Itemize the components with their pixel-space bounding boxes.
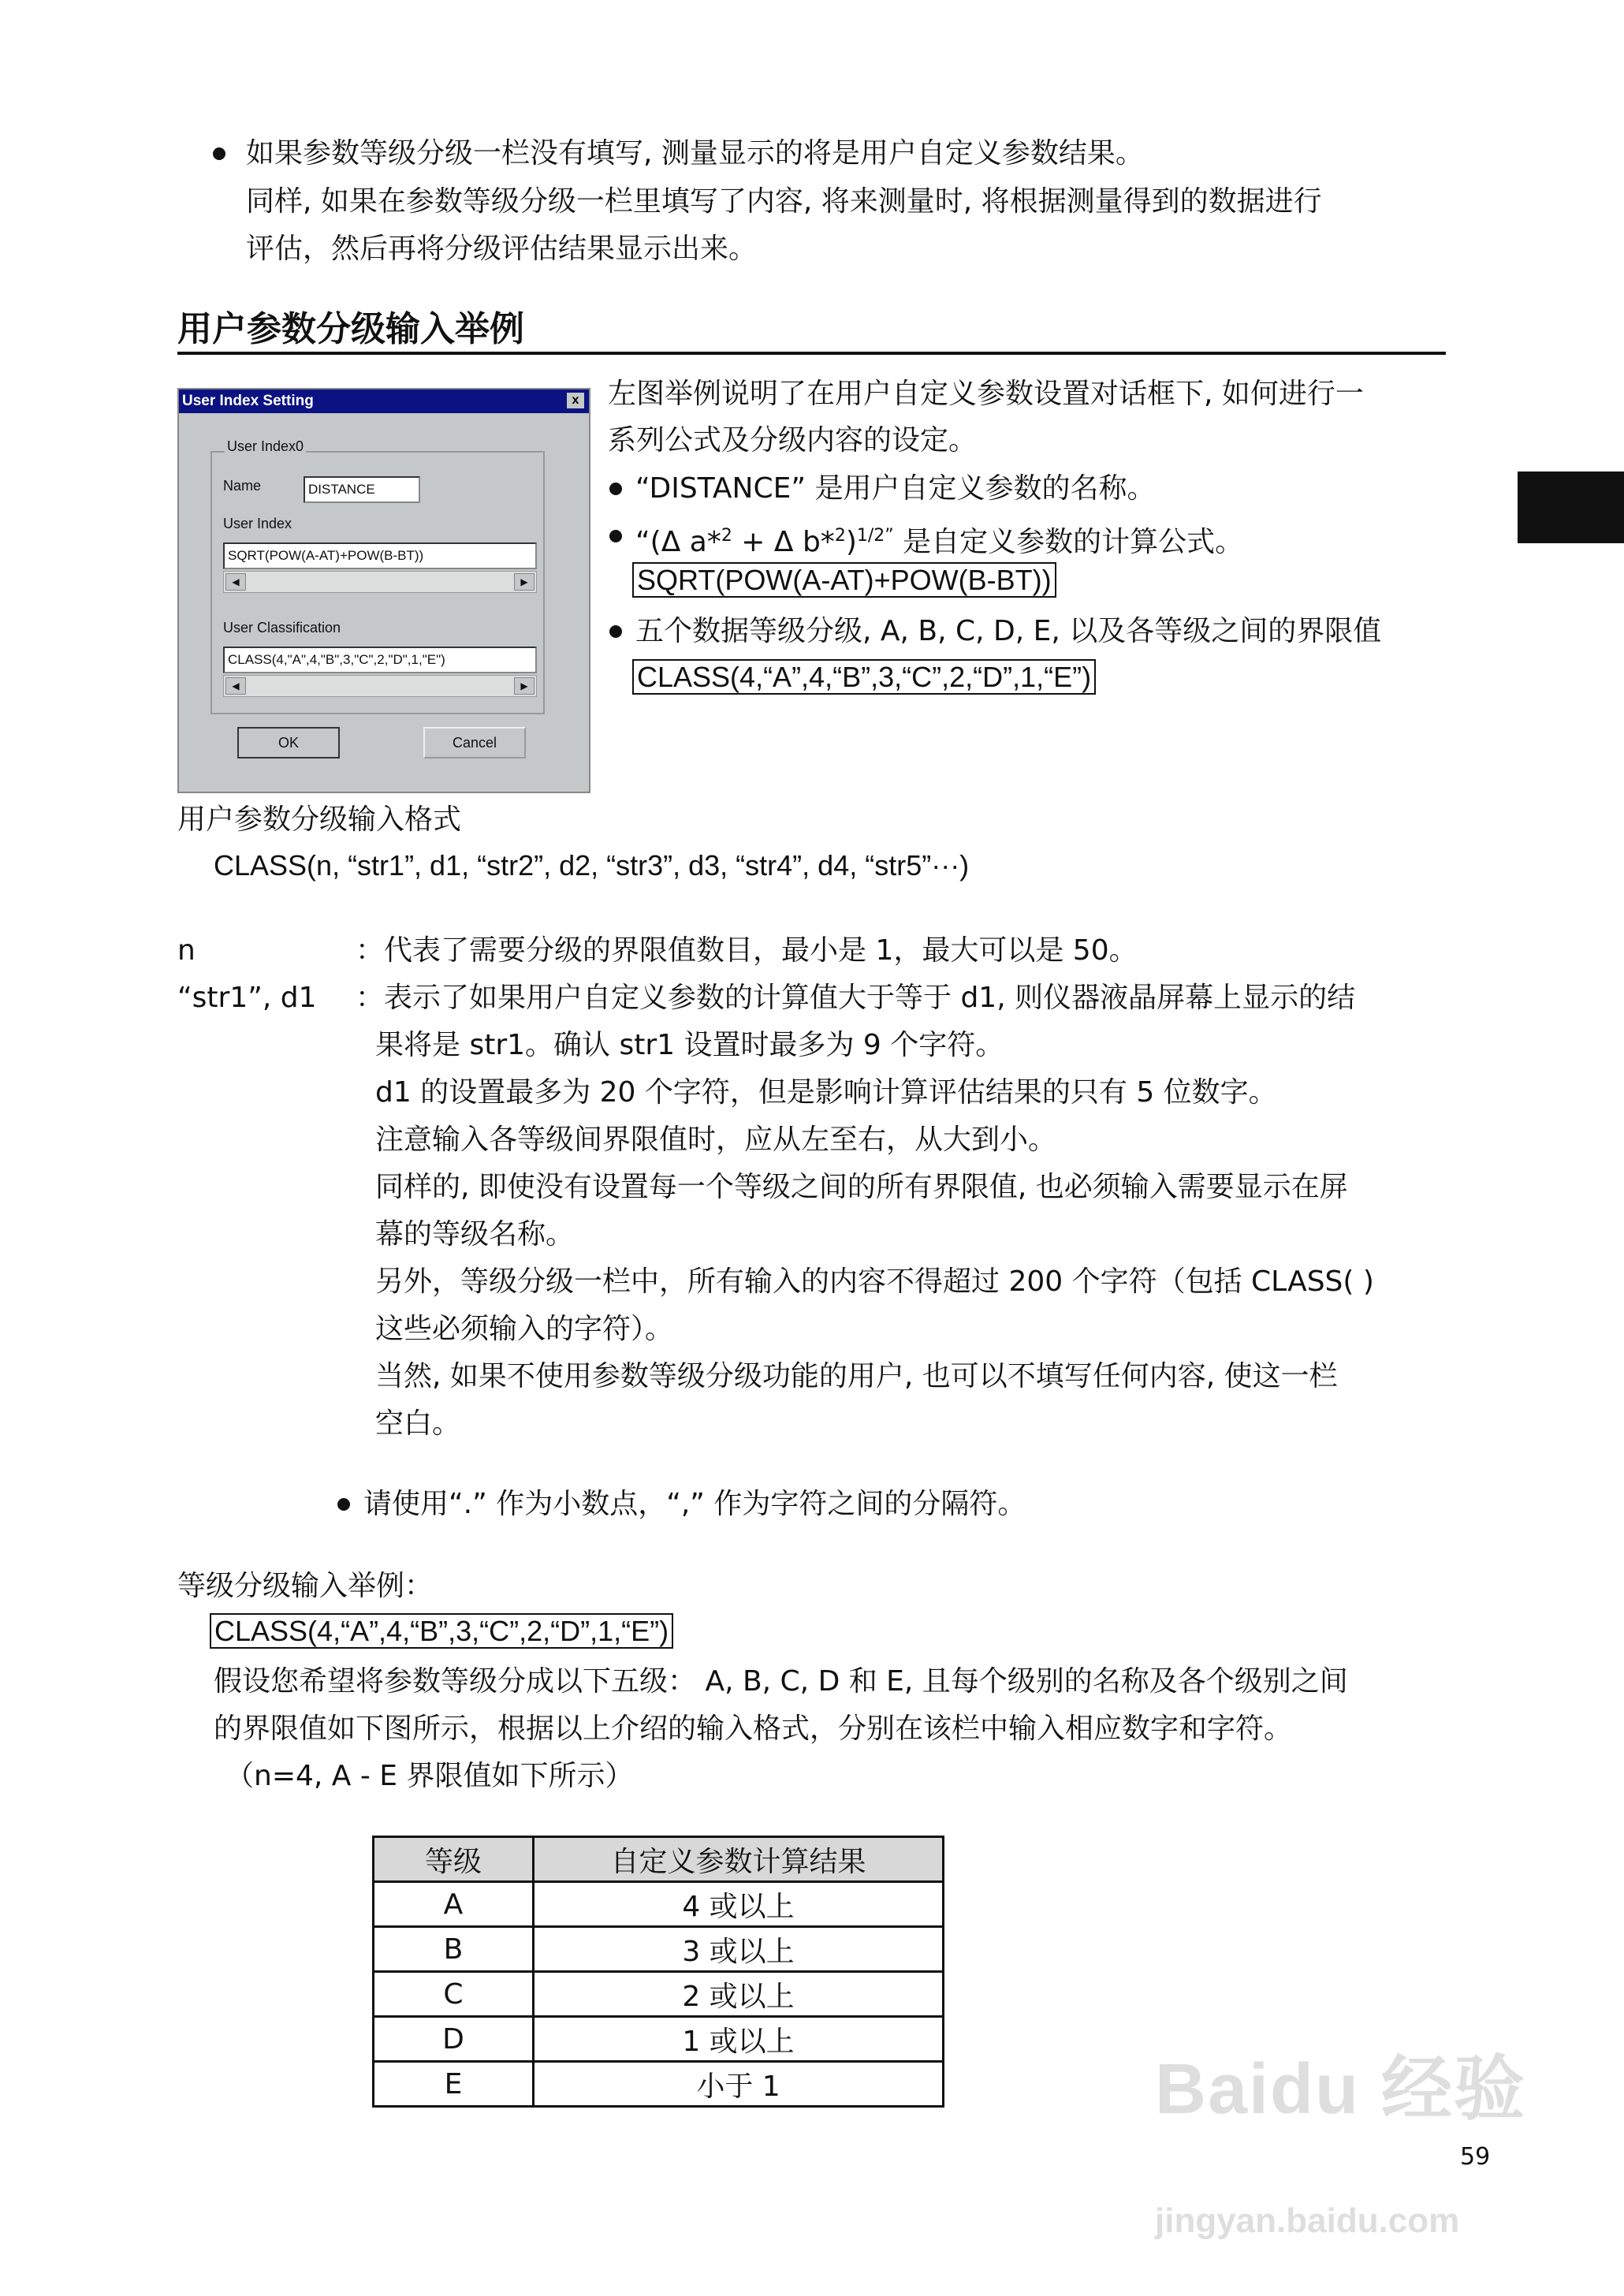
format-title: 用户参数分级输入格式 — [177, 803, 462, 836]
table-cell: C — [374, 1972, 534, 2017]
example-text: 的界限值如下图所示，根据以上介绍的输入格式，分别在该栏中输入相应数字和字符。 — [214, 1713, 1293, 1745]
bullet-icon — [337, 1498, 350, 1511]
dialog-title: User Index Setting — [182, 393, 314, 409]
scroll-right-icon[interactable]: ▶ — [514, 677, 535, 695]
table-header: 自定义参数计算结果 — [534, 1837, 944, 1882]
def-desc: 当然, 如果不使用参数等级分级功能的用户, 也可以不填写任何内容, 使这一栏 — [375, 1360, 1338, 1392]
right-text: 系列公式及分级内容的设定。 — [608, 424, 978, 457]
formula-text: ) — [845, 526, 857, 558]
watermark-url: jingyan.baidu.com — [1155, 2201, 1460, 2240]
note: 请使用“.” 作为小数点，“,” 作为字符之间的分隔符。 — [363, 1488, 1026, 1520]
formula-text: + Δ b* — [732, 526, 835, 558]
bullet-icon — [609, 530, 622, 542]
formula-text: 是自定义参数的计算公式。 — [893, 526, 1244, 558]
table-row — [374, 1972, 944, 2017]
table-cell: B — [374, 1927, 534, 1972]
def-term-str1: “str1”, d1 — [177, 982, 317, 1014]
example-text: 假设您希望将参数等级分成以下五级： A, B, C, D 和 E, 且每个级别的名称及各个级别之间 — [214, 1665, 1348, 1698]
user-index-label: User Index — [223, 516, 292, 531]
exponent: 2 — [721, 526, 732, 546]
scroll-left-icon[interactable]: ◀ — [225, 677, 246, 695]
watermark-logo: Baidu 经验 — [1155, 2050, 1527, 2129]
class-table — [372, 1836, 944, 2108]
def-desc: 幕的等级名称。 — [375, 1218, 575, 1250]
name-field[interactable]: DISTANCE — [304, 476, 420, 503]
right-bullet: 五个数据等级分级, A, B, C, D, E, 以及各等级之间的界限值 — [635, 615, 1382, 647]
def-desc: d1 的设置最多为 20 个字符，但是影响计算评估结果的只有 5 位数字。 — [375, 1076, 1277, 1109]
close-icon[interactable]: x — [567, 393, 584, 408]
def-desc: 这些必须输入的字符）。 — [375, 1313, 674, 1345]
formula-description — [635, 512, 1243, 566]
heading-rule — [177, 352, 1446, 355]
scroll-left-icon[interactable]: ◀ — [225, 573, 246, 591]
example-text: （n=4, A - E 界限值如下所示） — [225, 1760, 634, 1792]
exponent: 2 — [834, 526, 846, 546]
def-desc: 另外，等级分级一栏中，所有输入的内容不得超过 200 个字符（包括 CLASS( ) — [375, 1265, 1374, 1298]
dialog-title-bar — [179, 390, 589, 413]
example-title: 等级分级输入举例： — [177, 1570, 434, 1602]
user-index-field[interactable]: SQRT(POW(A-AT)+POW(B-BT)) — [223, 542, 537, 569]
table-cell: 2 或以上 — [534, 1972, 944, 2017]
intro-bullet: 如果参数等级分级一栏没有填写, 测量显示的将是用户自定义参数结果。 — [246, 137, 1144, 170]
intro-line: 同样, 如果在参数等级分级一栏里填写了内容, 将来测量时, 将根据测量得到的数据进行 — [246, 185, 1322, 218]
ok-button[interactable]: OK — [237, 727, 340, 758]
user-index-dialog — [177, 388, 590, 793]
group-label: User Index0 — [225, 438, 306, 455]
class-box — [632, 659, 1096, 696]
table-row — [374, 1882, 944, 1927]
chapter-tab — [1518, 472, 1624, 543]
def-desc: 注意输入各等级间界限值时，应从左至右，从大到小。 — [375, 1124, 1057, 1156]
bullet-icon — [609, 625, 622, 638]
user-classification-label: User Classification — [223, 620, 341, 636]
example-code-box — [210, 1613, 673, 1650]
table-cell: 3 或以上 — [534, 1927, 944, 1972]
def-desc: 果将是 str1。确认 str1 设置时最多为 9 个字符。 — [375, 1029, 1004, 1061]
table-cell: A — [374, 1882, 534, 1927]
formula-box — [632, 562, 1056, 599]
right-bullet: “DISTANCE” 是用户自定义参数的名称。 — [635, 472, 1156, 505]
def-desc: ：表示了如果用户自定义参数的计算值大于等于 d1, 则仪器液晶屏幕上显示的结 — [356, 982, 1356, 1014]
def-desc: 空白。 — [375, 1407, 461, 1440]
right-text: 左图举例说明了在用户自定义参数设置对话框下, 如何进行一 — [608, 378, 1364, 410]
cancel-button[interactable]: Cancel — [423, 727, 526, 758]
section-heading: 用户参数分级输入举例 — [177, 309, 524, 349]
class-code: CLASS(4,“A”,4,“B”,3,“C”,2,“D”,1,“E”) — [632, 659, 1096, 695]
formula-text: “(Δ a* — [635, 526, 721, 558]
def-desc: 同样的, 即使没有设置每一个等级之间的所有界限值, 也必须输入需要显示在屏 — [375, 1171, 1348, 1203]
user-index-scrollbar[interactable] — [223, 571, 537, 593]
formula-code: SQRT(POW(A-AT)+POW(B-BT)) — [632, 562, 1056, 598]
example-code: CLASS(4,“A”,4,“B”,3,“C”,2,“D”,1,“E”) — [210, 1613, 673, 1649]
format-syntax: CLASS(n, “str1”, d1, “str2”, d2, “str3”, d3, “str4”, d4, “str5”···) — [214, 849, 970, 882]
user-classification-field[interactable]: CLASS(4,"A",4,"B",3,"C",2,"D",1,"E") — [223, 647, 537, 673]
table-header: 等级 — [374, 1837, 534, 1882]
table-cell: 1 或以上 — [534, 2017, 944, 2062]
table-row — [374, 2017, 944, 2062]
name-label: Name — [223, 478, 262, 494]
def-desc-n: ：代表了需要分级的界限值数目，最小是 1，最大可以是 50。 — [356, 934, 1138, 967]
table-cell: D — [374, 2017, 534, 2062]
table-cell: E — [374, 2062, 534, 2107]
table-row — [374, 1927, 944, 1972]
scroll-right-icon[interactable]: ▶ — [514, 573, 535, 591]
intro-line: 评估，然后再将分级评估结果显示出来。 — [246, 233, 758, 265]
user-classification-scrollbar[interactable] — [223, 675, 537, 697]
table-cell: 小于 1 — [534, 2062, 944, 2107]
table-row — [374, 2062, 944, 2107]
bullet-icon — [213, 147, 225, 160]
def-term-n: n — [177, 934, 196, 967]
page-number: 59 — [1460, 2143, 1491, 2171]
exponent: 1/2” — [856, 526, 894, 546]
table-cell: 4 或以上 — [534, 1882, 944, 1927]
table-header-row — [374, 1837, 944, 1882]
bullet-icon — [609, 483, 622, 495]
